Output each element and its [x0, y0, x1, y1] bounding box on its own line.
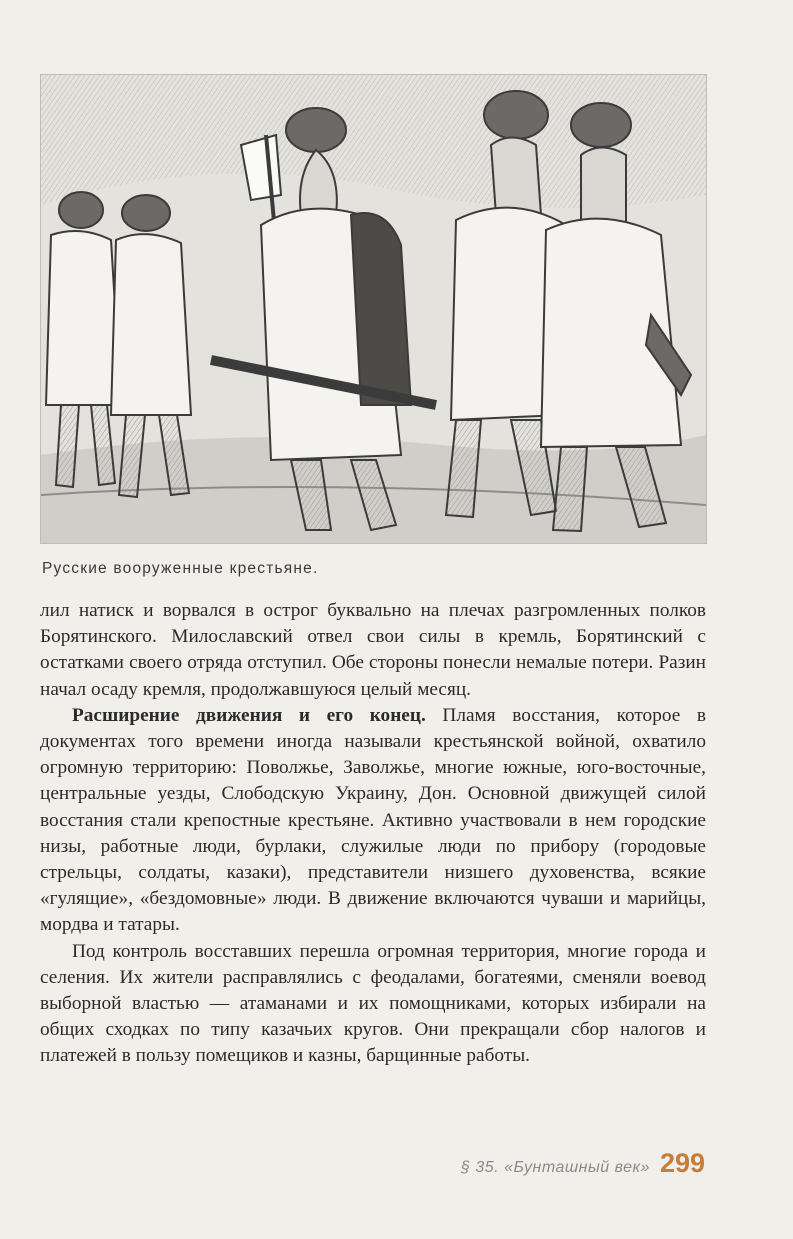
body-text	[40, 598, 706, 1070]
section-heading: Расширение движения и его конец.	[72, 704, 426, 726]
engraving-illustration	[40, 74, 707, 544]
page-footer	[461, 1148, 705, 1179]
paragraph-2-text: Пламя восстания, которое в документах того времени иногда называли крестьянской войной, охватило огромную территорию: Поволжье, Заволжье, многие южные, юго-восточные, центральные уезды, Слободскую Украину, Дон. Основной движущей силой восстания стали крепостные крестьяне. Активно участвовали в нем городские низы, работные люди, бурлаки, служилые люди по прибору (городовые стрельцы, солдаты, казаки), представители низшего духовенства, всякие «гулящие», «бездомовные» люди. В движение включаются чуваши и марийцы, мордва и татары.	[40, 704, 706, 936]
running-section-title: § 35. «Бунташный век»	[461, 1159, 650, 1176]
figure-caption: Русские вооруженные крестьяне.	[42, 560, 319, 577]
armed-peasants-engraving	[41, 75, 706, 543]
paragraph-3: Под контроль восставших перешла огромная территория, многие города и селения. Их жители расправлялись с феодалами, богатеями, сменяли воевод выборной властью — атаманами и их помощниками, которых избирали на общих сходках по типу казачьих кругов. Они прекращали сбор налогов и платежей в пользу помещиков и казны, барщинные работы.	[40, 940, 706, 1067]
paragraph-1: лил натиск и ворвался в острог буквально на плечах разгромленных полков Борятинского. Милославский отвел свои силы в кремль, Борятинский с остатками своего отряда отступил. Обе стороны понесли немалые потери. Разин начал осаду кремля, продолжавшуюся целый месяц.	[40, 600, 706, 700]
page-number: 299	[659, 1148, 705, 1178]
paragraph-2	[40, 703, 706, 939]
